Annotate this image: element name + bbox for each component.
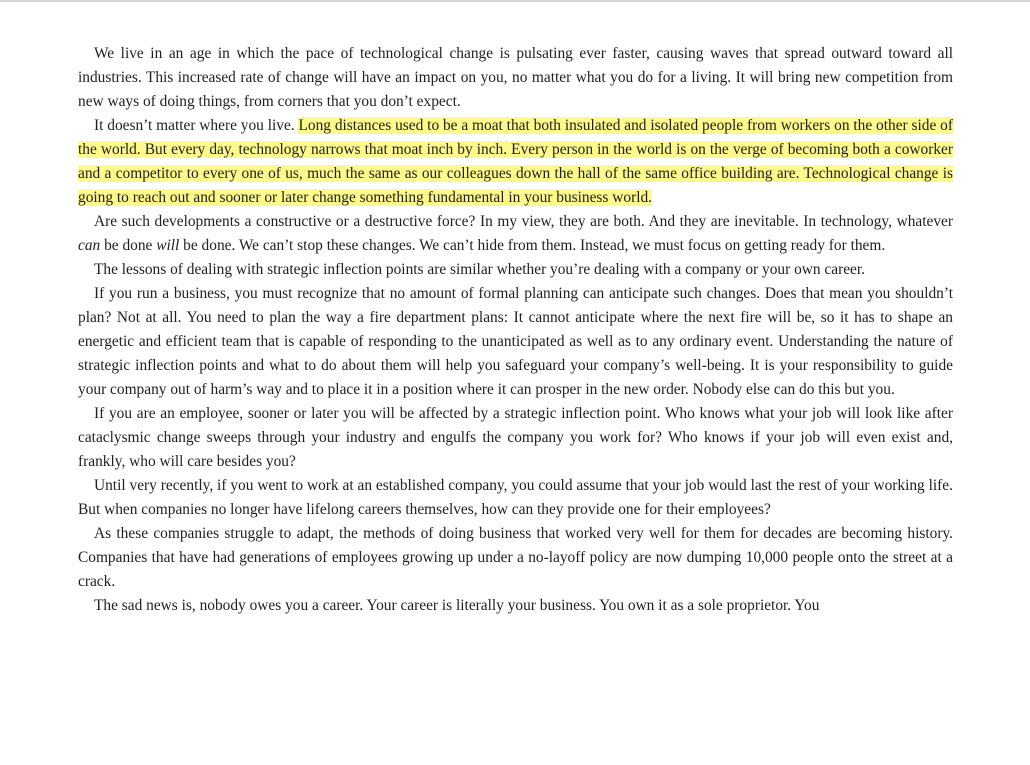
paragraph-6: If you are an employee, sooner or later you will be affected by a strategic inflection point. Who knows what your job will look like after cataclysmic change sweeps through your industry and engulfs the company you work for? Who knows if your job will even exist and, frankly, who will care besides you? — [78, 405, 953, 470]
window-top-border — [0, 0, 1030, 2]
paragraph-4: The lessons of dealing with strategic inflection points are similar whether you’re dealing with a company or your own career. — [94, 261, 866, 278]
paragraph-8: As these companies struggle to adapt, the methods of doing business that worked very well for them for decades are becoming history. Companies that have had generations of employees growing up under a no-layoff policy are now dumping 10,000 people onto the street at a crack. — [78, 525, 953, 590]
paragraph-3-part-a: Are such developments a constructive or a destructive force? In my view, they are both. And they are inevitable. In technology, whatever — [94, 213, 953, 230]
document-page — [78, 42, 953, 618]
emphasis-will: will — [156, 237, 180, 254]
paragraph-5: If you run a business, you must recognize that no amount of formal planning can anticipate such changes. Does that mean you shouldn’t plan? Not at all. You need to plan the way a fire department plans: It cannot anticipate where the next fire will be, so it has to shape an energetic and efficient team that is capable of responding to the unanticipated as well as to any ordinary event. Understanding the nature of strategic inflection points and what to do about them will help you safeguard your company’s well-being. It is your responsibility to guide your company out of harm’s way and to place it in a position where it can prosper in the new order. Nobody else can do this but you. — [78, 285, 953, 398]
paragraph-3 — [78, 210, 953, 258]
paragraph-7: Until very recently, if you went to work at an established company, you could assume that your job would last the rest of your working life. But when companies no longer have lifelong careers themselves, how can they provide one for their employees? — [78, 477, 953, 518]
highlighted-passage[interactable]: Long distances used to be a moat that both insulated and isolated people from workers on the other side of the world. But every day, technology narrows that moat inch by inch. Every person in the world is on the verge of becoming both a coworker and a competitor to every one of us, much the same as our colleagues down the hall of the same office building are. Technological change is going to reach out and sooner or later change something fundamental in your business world. — [78, 117, 953, 206]
paragraph-2 — [78, 114, 953, 210]
paragraph-2-lead: It doesn’t matter where you live. — [94, 117, 299, 134]
paragraph-3-part-b: be done — [100, 237, 157, 254]
paragraph-3-part-c: be done. We can’t stop these changes. We can’t hide from them. Instead, we must focus on getting ready for them. — [179, 237, 886, 254]
paragraph-1: We live in an age in which the pace of technological change is pulsating ever faster, causing waves that spread outward toward all industries. This increased rate of change will have an impact on you, no matter what you do for a living. It will bring new competition from new ways of doing things, from corners that you don’t expect. — [78, 45, 953, 110]
paragraph-9: The sad news is, nobody owes you a career. Your career is literally your business. You own it as a sole proprietor. You — [94, 597, 820, 614]
emphasis-can: can — [78, 237, 101, 254]
